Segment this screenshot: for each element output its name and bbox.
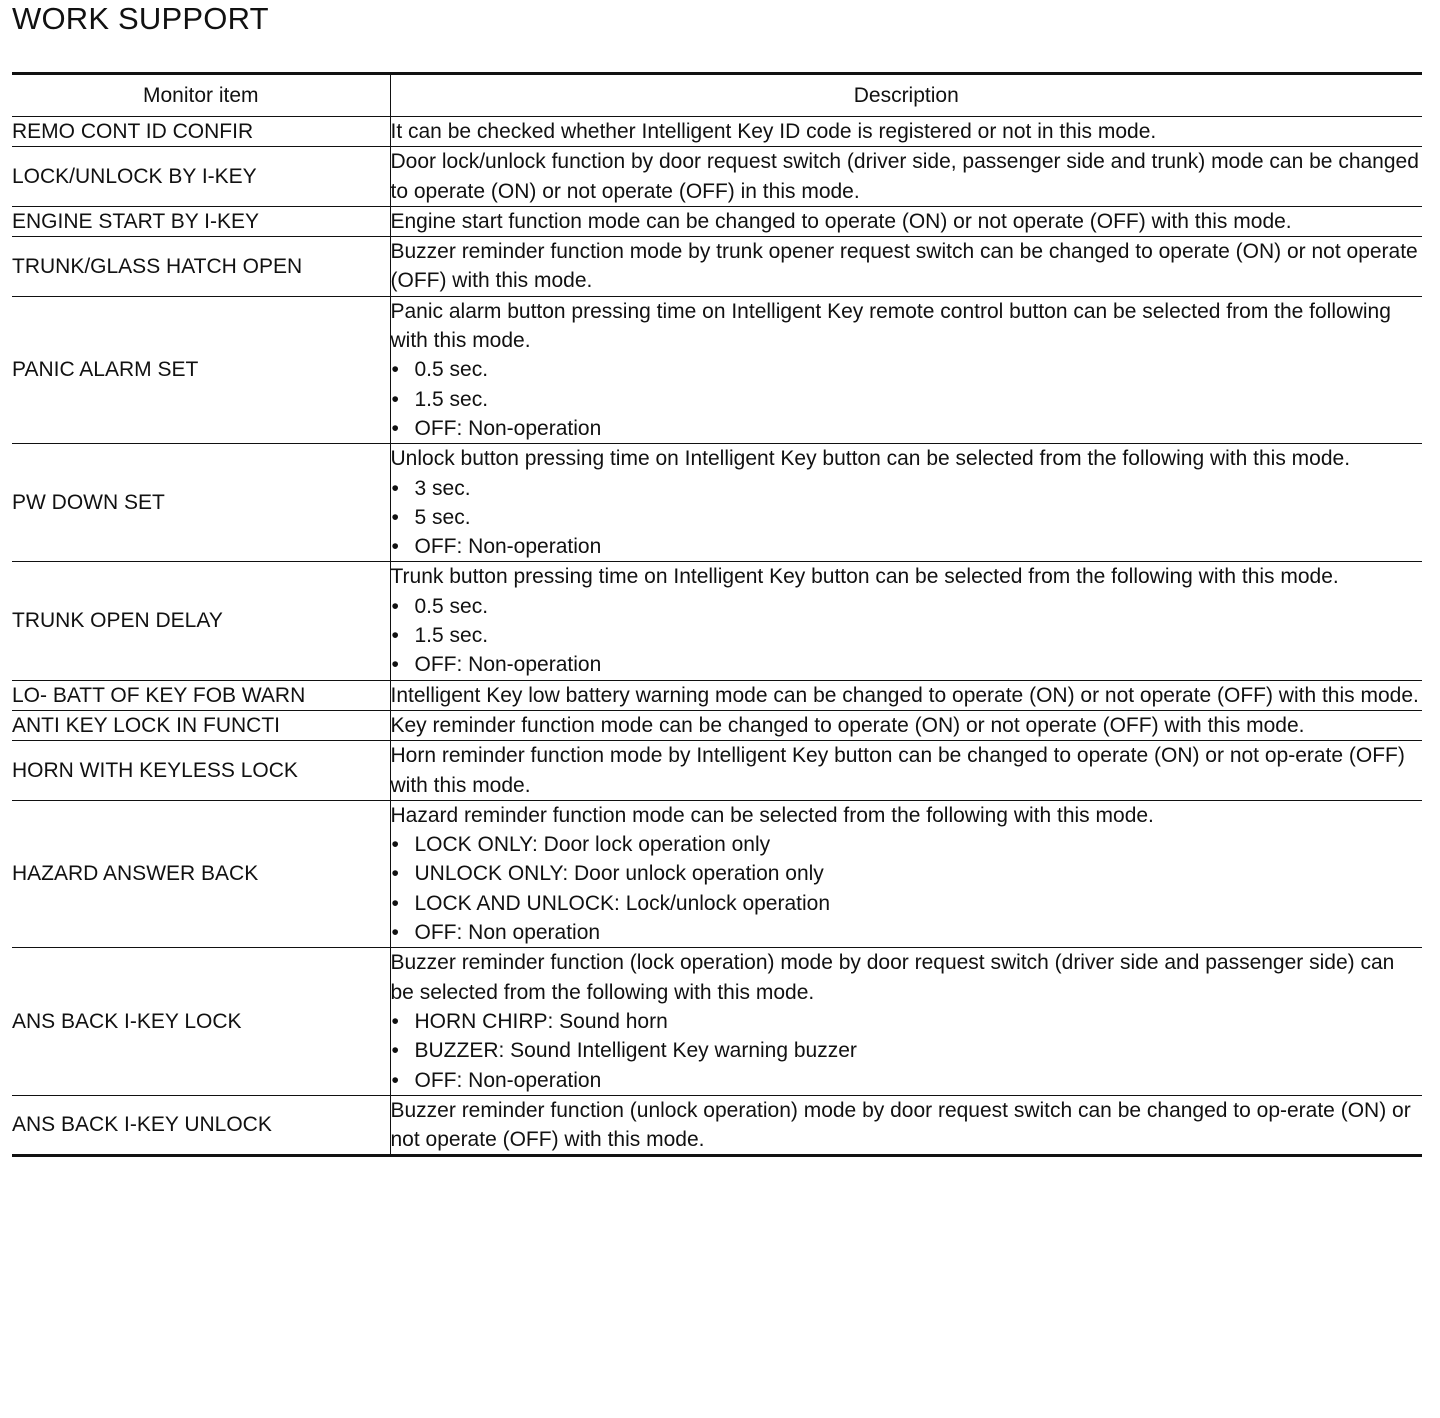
monitor-item-cell: TRUNK/GLASS HATCH OPEN bbox=[12, 237, 390, 297]
table-row bbox=[12, 296, 1422, 443]
table-row bbox=[12, 680, 1422, 710]
description-cell bbox=[390, 800, 1422, 947]
option-item: • 1.5 sec. bbox=[391, 621, 1423, 650]
table-row bbox=[12, 800, 1422, 947]
description-text: Panic alarm button pressing time on Intelligent Key remote control button can be selected from the following with this mode. bbox=[390, 299, 1391, 353]
table-row bbox=[12, 206, 1422, 236]
option-list bbox=[391, 474, 1423, 562]
monitor-item-cell: ENGINE START BY I-KEY bbox=[12, 206, 390, 236]
monitor-item-cell: LO- BATT OF KEY FOB WARN bbox=[12, 680, 390, 710]
table-row bbox=[12, 117, 1422, 147]
description-text: Hazard reminder function mode can be selected from the following with this mode. bbox=[390, 803, 1154, 827]
option-list bbox=[391, 592, 1423, 680]
monitor-item-cell: TRUNK OPEN DELAY bbox=[12, 562, 390, 680]
column-header-description: Description bbox=[390, 74, 1422, 117]
monitor-item-cell: ANS BACK I-KEY UNLOCK bbox=[12, 1095, 390, 1156]
description-cell bbox=[390, 296, 1422, 443]
column-header-monitor-item: Monitor item bbox=[12, 74, 390, 117]
table-row bbox=[12, 444, 1422, 562]
option-item: • 1.5 sec. bbox=[391, 385, 1423, 414]
description-text: Unlock button pressing time on Intelligent Key button can be selected from the following with this mode. bbox=[390, 447, 1351, 471]
description-cell bbox=[390, 948, 1422, 1095]
description-text: Horn reminder function mode by Intelligent Key button can be changed to operate (ON) or not op-erate (OFF) with this mode. bbox=[390, 744, 1405, 797]
option-item: • 0.5 sec. bbox=[391, 592, 1423, 621]
work-support-table bbox=[12, 72, 1422, 1157]
description-text: Buzzer reminder function (unlock operation) mode by door request switch can be changed to op-erate (ON) or not operate (OFF) with this mode. bbox=[390, 1098, 1411, 1152]
monitor-item-cell: HAZARD ANSWER BACK bbox=[12, 800, 390, 947]
description-cell bbox=[390, 1095, 1422, 1156]
option-item: • OFF: Non-operation bbox=[391, 532, 1423, 561]
table-header-row bbox=[12, 74, 1422, 117]
description-text: Engine start function mode can be changed to operate (ON) or not operate (OFF) with this mode. bbox=[390, 209, 1292, 233]
table-row bbox=[12, 741, 1422, 801]
option-list bbox=[391, 355, 1423, 443]
option-item: • LOCK ONLY: Door lock operation only bbox=[391, 830, 1423, 859]
option-item: • LOCK AND UNLOCK: Lock/unlock operation bbox=[391, 889, 1423, 918]
page-title: WORK SUPPORT bbox=[12, 1, 269, 36]
option-item: • OFF: Non-operation bbox=[391, 414, 1423, 443]
description-cell bbox=[390, 206, 1422, 236]
description-cell bbox=[390, 444, 1422, 562]
option-list bbox=[391, 1007, 1423, 1095]
monitor-item-cell: PANIC ALARM SET bbox=[12, 296, 390, 443]
description-cell bbox=[390, 117, 1422, 147]
description-text: Key reminder function mode can be changed to operate (ON) or not operate (OFF) with this mode. bbox=[390, 713, 1305, 737]
monitor-item-cell: ANS BACK I-KEY LOCK bbox=[12, 948, 390, 1095]
monitor-item-cell: HORN WITH KEYLESS LOCK bbox=[12, 741, 390, 801]
option-item: • 3 sec. bbox=[391, 474, 1423, 503]
option-item: • UNLOCK ONLY: Door unlock operation only bbox=[391, 859, 1423, 888]
option-item: • HORN CHIRP: Sound horn bbox=[391, 1007, 1423, 1036]
option-list bbox=[391, 830, 1423, 947]
description-text: Buzzer reminder function mode by trunk opener request switch can be changed to operate (ON) or not operate (OFF) with this mode. bbox=[390, 240, 1418, 293]
description-text: Buzzer reminder function (lock operation) mode by door request switch (driver side and passenger side) can be selected from the following with this mode. bbox=[390, 951, 1395, 1004]
table-row bbox=[12, 147, 1422, 207]
table-row bbox=[12, 948, 1422, 1095]
table-row bbox=[12, 1095, 1422, 1156]
description-text: Trunk button pressing time on Intelligent Key button can be selected from the following with this mode. bbox=[390, 565, 1339, 589]
monitor-item-cell: LOCK/UNLOCK BY I-KEY bbox=[12, 147, 390, 207]
table-body bbox=[12, 117, 1422, 1156]
option-item: • 0.5 sec. bbox=[391, 355, 1423, 384]
description-cell bbox=[390, 680, 1422, 710]
description-cell bbox=[390, 741, 1422, 801]
description-cell bbox=[390, 710, 1422, 740]
monitor-item-cell: PW DOWN SET bbox=[12, 444, 390, 562]
description-cell bbox=[390, 147, 1422, 207]
option-item: • OFF: Non operation bbox=[391, 918, 1423, 947]
description-text: It can be checked whether Intelligent Key ID code is registered or not in this mode. bbox=[390, 120, 1157, 143]
table-row bbox=[12, 710, 1422, 740]
monitor-item-cell: ANTI KEY LOCK IN FUNCTI bbox=[12, 710, 390, 740]
table-row bbox=[12, 562, 1422, 680]
description-cell bbox=[390, 562, 1422, 680]
description-text: Door lock/unlock function by door request switch (driver side, passenger side and trunk) mode can be changed to operate (ON) or not operate (OFF) in this mode. bbox=[390, 150, 1419, 203]
description-cell bbox=[390, 237, 1422, 297]
option-item: • BUZZER: Sound Intelligent Key warning buzzer bbox=[391, 1036, 1423, 1065]
option-item: • OFF: Non-operation bbox=[391, 1066, 1423, 1095]
description-text: Intelligent Key low battery warning mode can be changed to operate (ON) or not operate (OFF) with this mode. bbox=[390, 683, 1419, 707]
table-row bbox=[12, 237, 1422, 297]
monitor-item-cell: REMO CONT ID CONFIR bbox=[12, 117, 390, 147]
option-item: • OFF: Non-operation bbox=[391, 650, 1423, 679]
option-item: • 5 sec. bbox=[391, 503, 1423, 532]
